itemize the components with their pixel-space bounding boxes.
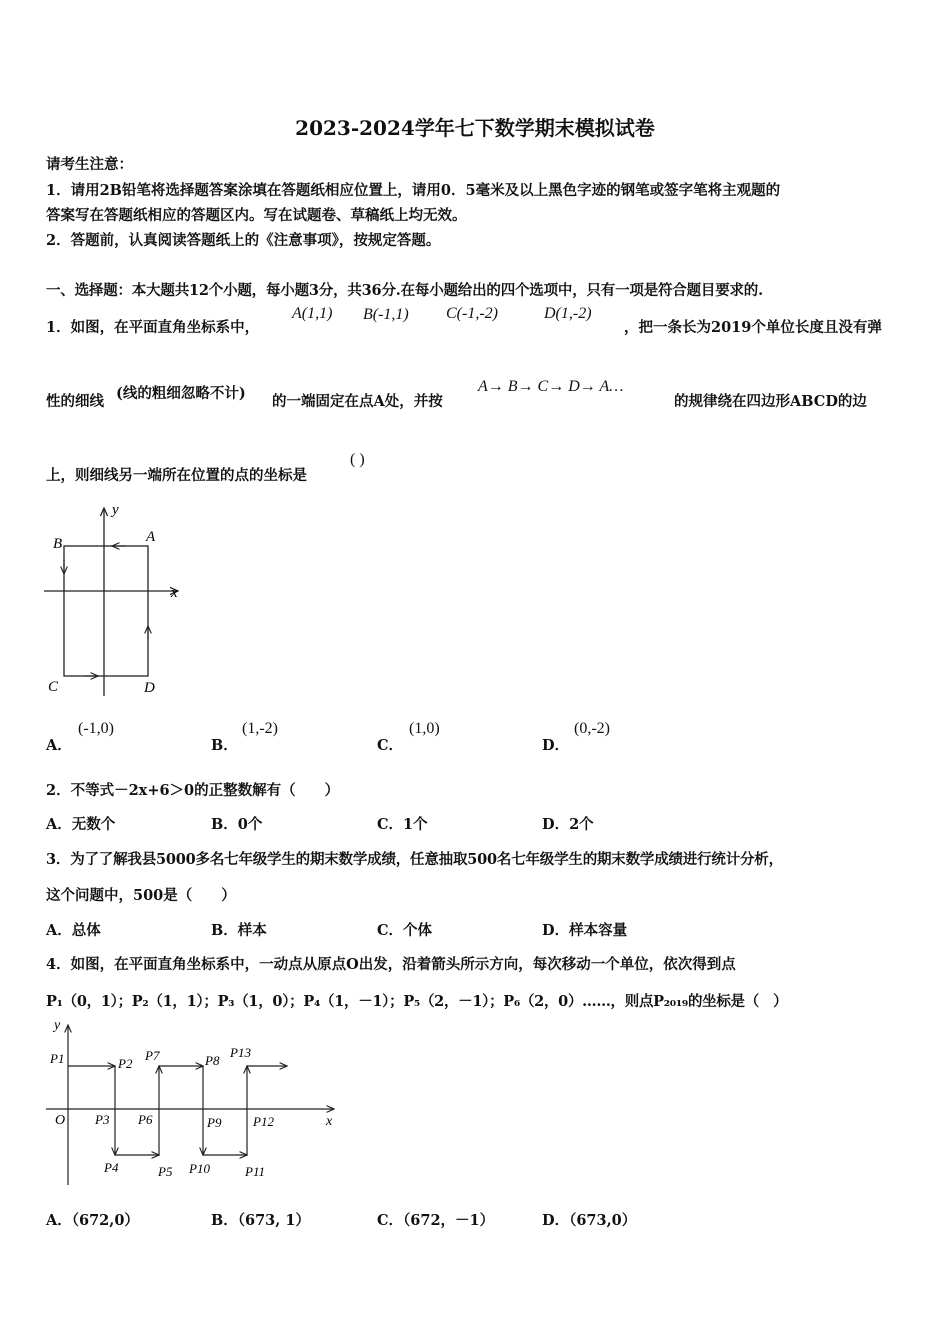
q2-option-a[interactable]: A．无数个: [46, 816, 116, 833]
label-o: O: [55, 1113, 66, 1128]
label-a: A: [146, 529, 156, 545]
label-d: D: [144, 680, 155, 696]
q1-line2-prefix: 性的细线: [46, 393, 104, 410]
page-title: 2023-2024学年七下数学期末模拟试卷: [295, 116, 655, 140]
q2-option-c[interactable]: C．1个: [377, 816, 428, 833]
q1-option-b-letter[interactable]: B．: [211, 737, 238, 754]
q1-line3: 上，则细线另一端所在位置的点的坐标是: [46, 467, 307, 484]
quadrilateral-abcd: [64, 546, 148, 676]
notice-heading: 请考生注意：: [46, 156, 133, 173]
label-p3: P3: [95, 1112, 110, 1127]
label-p1: P1: [50, 1051, 65, 1066]
label-p4: P4: [104, 1160, 119, 1175]
q1-paren-note: (线的粗细忽略不计): [116, 385, 246, 402]
q3-option-b[interactable]: B．样本: [211, 922, 267, 939]
notice-line-2: 答案写在答题纸相应的答题区内。写在试题卷、草稿纸上均无效。: [46, 207, 467, 224]
q1-point-a: A(1,1): [292, 305, 333, 322]
q4-option-d[interactable]: D．（673,0）: [542, 1212, 637, 1229]
label-p13: P13: [230, 1045, 251, 1060]
q1-point-b: B(-1,1): [363, 306, 409, 323]
label-p2: P2: [118, 1056, 133, 1071]
q4-option-c[interactable]: C．（672，－1）: [377, 1212, 495, 1229]
q1-line2-suffix: 的规律绕在四边形ABCD的边: [674, 393, 867, 410]
q4-line2: P₁（0，1）；P₂（1，1）；P₃（1，0）；P₄（1，－1）；P₅（2，－1）；P₆（2，0）……，则点P₂₀₁₉的坐标是（ ）: [46, 993, 788, 1010]
q4-figure: [40, 1017, 350, 1192]
q3-option-c[interactable]: C．个体: [377, 922, 433, 939]
q1-option-b-value[interactable]: (1,-2): [242, 720, 278, 737]
q3-option-d[interactable]: D．样本容量: [542, 922, 628, 939]
q1-line1-suffix: ，把一条长为2019个单位长度且没有弹: [624, 319, 882, 336]
label-p6: P6: [138, 1112, 153, 1127]
q1-option-a-letter[interactable]: A．: [46, 737, 72, 754]
q1-sequence: A→ B→ C→ D→ A…: [478, 378, 624, 395]
label-b: B: [53, 536, 63, 552]
label-c: C: [48, 679, 59, 695]
label-p8: P8: [205, 1053, 220, 1068]
q2-stem: 2．不等式－2x+6＞0的正整数解有（ ）: [46, 782, 340, 799]
label-y: y: [112, 502, 119, 518]
q3-line1: 3．为了了解我县5000多名七年级学生的期末数学成绩，任意抽取500名七年级学生的期末数学成绩进行统计分析，: [46, 851, 783, 868]
label-y: y: [54, 1018, 61, 1033]
label-p5: P5: [158, 1164, 173, 1179]
q1-option-a-value[interactable]: (-1,0): [78, 720, 114, 737]
q2-option-b[interactable]: B．0个: [211, 816, 263, 833]
q4-line1: 4．如图，在平面直角坐标系中，一动点从原点O出发，沿着箭头所示方向，每次移动一个单位，依次得到点: [46, 956, 736, 973]
label-x: x: [171, 585, 178, 601]
q1-option-c-letter[interactable]: C．: [377, 737, 404, 754]
q1-option-d-value[interactable]: (0,-2): [574, 720, 610, 737]
q3-option-a[interactable]: A．总体: [46, 922, 101, 939]
label-p9: P9: [207, 1115, 222, 1130]
notice-line-1: 1．请用2B铅笔将选择题答案涂填在答题纸相应位置上，请用0．5毫米及以上黑色字迹的钢笔或签字笔将主观题的: [46, 182, 781, 199]
label-p10: P10: [189, 1161, 210, 1176]
q1-option-d-letter[interactable]: D．: [542, 737, 570, 754]
q2-option-d[interactable]: D．2个: [542, 816, 594, 833]
section-heading: 一、选择题：本大题共12个小题，每小题3分，共36分.在每小题给出的四个选项中，只有一项是符合题目要求的.: [46, 282, 763, 299]
q4-option-b[interactable]: B．（673, 1）: [211, 1212, 310, 1229]
q1-line1-prefix: 1．如图，在平面直角坐标系中，: [46, 319, 260, 336]
label-x: x: [326, 1114, 333, 1129]
q1-figure: [40, 500, 200, 705]
label-p12: P12: [253, 1114, 274, 1129]
q1-line2-mid: 的一端固定在点A处，并按: [272, 393, 443, 410]
notice-line-3: 2．答题前，认真阅读答题纸上的《注意事项》，按规定答题。: [46, 232, 441, 249]
q1-point-c: C(-1,-2): [446, 305, 498, 322]
label-p7: P7: [145, 1048, 160, 1063]
q3-line2: 这个问题中，500是（ ）: [46, 887, 236, 904]
path-arrows: [68, 1066, 287, 1155]
q4-option-a[interactable]: A．（672,0）: [46, 1212, 139, 1229]
q1-answer-blank: ( ): [350, 451, 365, 468]
label-p11: P11: [245, 1164, 265, 1179]
q1-option-c-value[interactable]: (1,0): [409, 720, 440, 737]
q1-point-d: D(1,-2): [544, 305, 592, 322]
